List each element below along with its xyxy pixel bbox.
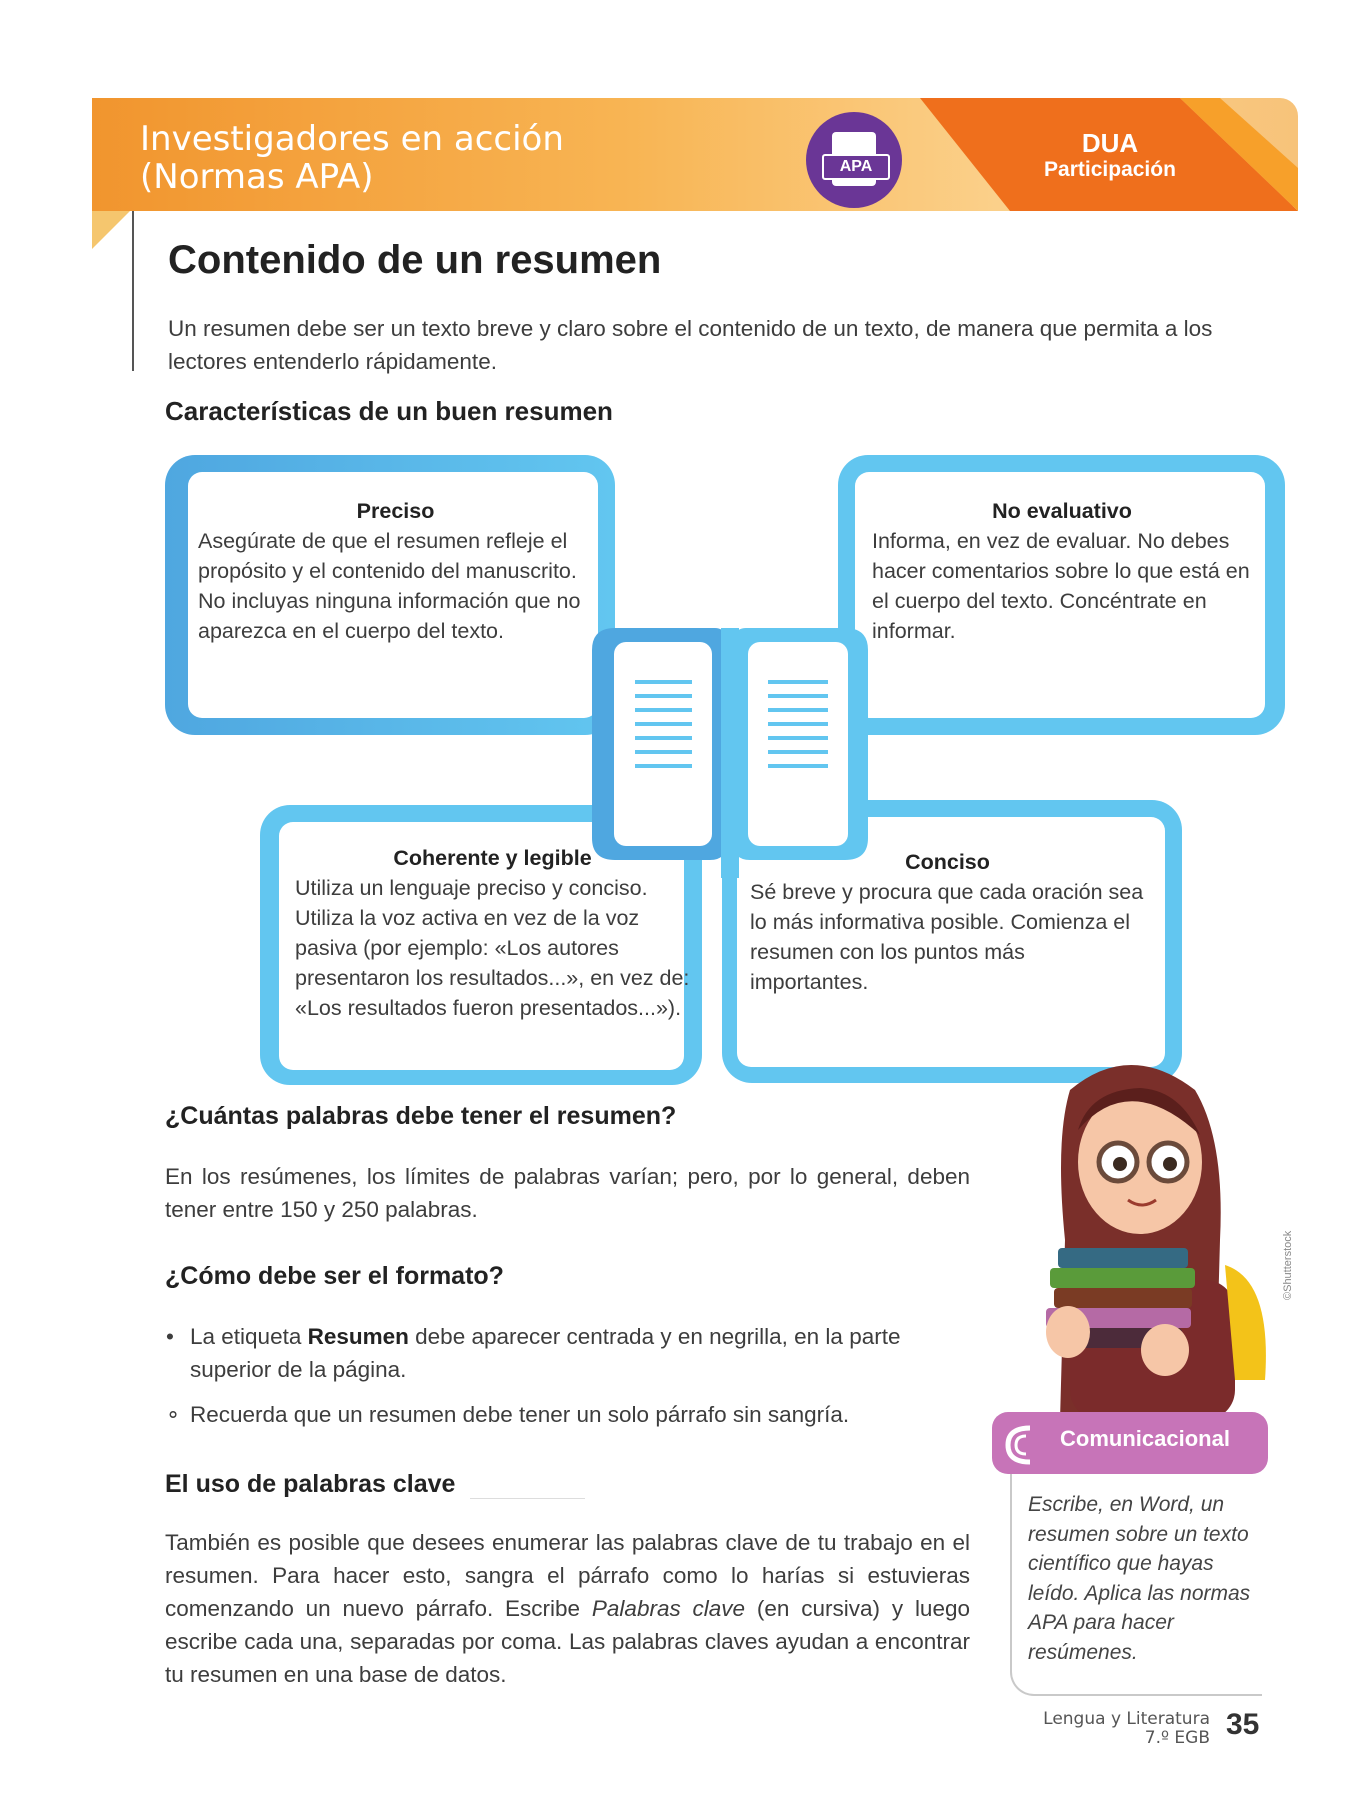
format-bullet-1: • La etiqueta Resumen debe aparecer centrada y en negrilla, en la parte superior de la página. bbox=[190, 1320, 970, 1386]
intro-paragraph: Un resumen debe ser un texto breve y claro sobre el contenido de un texto, de manera que permita a los lectores entenderlo rápidamente. bbox=[168, 316, 1213, 374]
student-illustration bbox=[1010, 1050, 1280, 1420]
box-coherente bbox=[295, 843, 690, 1023]
unit-title-line2: (Normas APA) bbox=[140, 157, 374, 197]
box-coherente-title: Coherente y legible bbox=[393, 846, 592, 870]
footer-grade: 7.º EGB bbox=[1144, 1728, 1210, 1748]
resumen-label: Resumen bbox=[307, 1324, 409, 1349]
margin-line bbox=[132, 211, 134, 371]
banner-fold bbox=[92, 211, 130, 249]
photo-credit: ©Shutterstock bbox=[1282, 1230, 1294, 1300]
characteristics-heading: Características de un buen resumen bbox=[165, 396, 613, 426]
comunicacional-label: Comunicacional bbox=[1060, 1426, 1230, 1451]
keywords-paragraph: También es posible que desees enumerar las palabras clave de tu trabajo en el resumen. Para hacer esto, sangra el párrafo como lo harías si estuvieras comenzando un nuevo párrafo. Escribe Palabras clave (en cursiva) y luego escribe cada una, separadas por coma. Las palabras claves ayudan a encontrar tu resumen en una base de datos. bbox=[165, 1530, 970, 1687]
format-heading: ¿Cómo debe ser el formato? bbox=[165, 1262, 504, 1290]
words-paragraph: En los resúmenes, los límites de palabras varían; pero, por lo general, deben tener entre 150 y 250 palabras. bbox=[165, 1164, 970, 1222]
apa-document-icon bbox=[806, 112, 902, 208]
footer-subject: Lengua y Literatura bbox=[1043, 1709, 1210, 1729]
dua-subtitle: Participación bbox=[1044, 158, 1176, 181]
format-bullet-2: ∘ Recuerda que un resumen debe tener un solo párrafo sin sangría. bbox=[190, 1398, 970, 1431]
box-conciso-title: Conciso bbox=[905, 850, 990, 874]
page-title: Contenido de un resumen bbox=[168, 238, 662, 282]
box-preciso-title: Preciso bbox=[356, 499, 435, 523]
words-heading: ¿Cuántas palabras debe tener el resumen? bbox=[165, 1102, 677, 1130]
page-number: 35 bbox=[1226, 1708, 1260, 1741]
heading-rule bbox=[470, 1498, 585, 1499]
box-conciso bbox=[750, 847, 1145, 997]
activity-text: Escribe, en Word, un resumen sobre un texto científico que hayas leído. Aplica las normas APA para hacer resúmenes. bbox=[1028, 1493, 1251, 1664]
bullet-ring: ∘ bbox=[166, 1402, 181, 1427]
box-conciso-text: Sé breve y procura que cada oración sea lo más informativa posible. Comienza el resumen con los puntos más importantes. bbox=[750, 880, 1144, 994]
bullet-dot: • bbox=[166, 1324, 174, 1349]
unit-title bbox=[140, 120, 564, 196]
keywords-heading: El uso de palabras clave bbox=[165, 1470, 456, 1498]
box-no-evaluativo bbox=[872, 496, 1252, 646]
characteristics-diagram bbox=[160, 450, 1290, 1090]
box-preciso bbox=[198, 496, 593, 646]
apa-badge-label: APA bbox=[822, 154, 890, 180]
dua-title: DUA bbox=[1081, 128, 1139, 158]
unit-title-line1: Investigadores en acción bbox=[140, 119, 564, 159]
box-preciso-text: Asegúrate de que el resumen refleje el propósito y el contenido del manuscrito. No incluyas ninguna información que no aparezca en el cuerpo del texto. bbox=[198, 529, 581, 643]
box-coherente-text: Utiliza un lenguaje preciso y conciso. Utiliza la voz activa en vez de la voz pasiva (por ejemplo: «Los autores presentaron los resultados...», en vez de: «Los resultados fueron presentados...»). bbox=[295, 876, 690, 1020]
box-no-evaluativo-text: Informa, en vez de evaluar. No debes hacer comentarios sobre lo que está en el cuerpo del texto. Concéntrate en informar. bbox=[872, 529, 1250, 643]
box-no-evaluativo-title: No evaluativo bbox=[992, 499, 1132, 523]
